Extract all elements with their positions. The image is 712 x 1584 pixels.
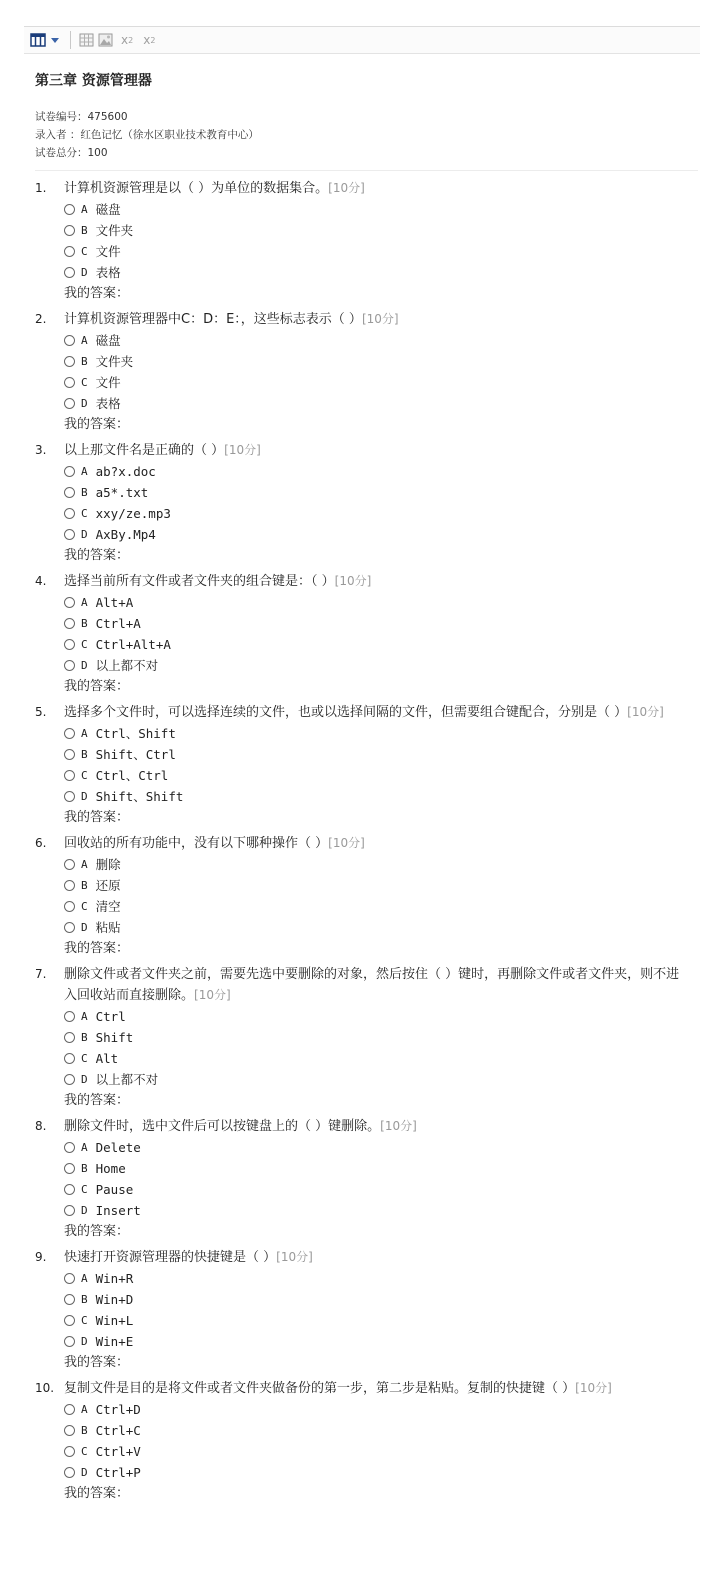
question-list (0, 178, 712, 1509)
my-answer-label: 我的答案： (64, 548, 130, 563)
answer-option[interactable] (64, 1310, 712, 1331)
option-letter: B (81, 1031, 88, 1044)
question-item (0, 702, 712, 828)
option-letter: D (81, 659, 88, 672)
option-letter: D (81, 1466, 88, 1479)
option-letter: C (81, 376, 88, 389)
option-letter: A (81, 1010, 88, 1023)
question-number: 3. (35, 443, 47, 457)
question-item (0, 1378, 712, 1504)
superscript-icon[interactable]: x 2 (143, 33, 156, 47)
exam-total-score: 试卷总分：100 (35, 147, 108, 159)
option-text: Ctrl+A (95, 616, 141, 631)
option-letter: C (81, 507, 88, 520)
answer-option[interactable] (64, 1027, 712, 1048)
question-number: 8. (35, 1119, 47, 1133)
answer-option[interactable] (64, 482, 712, 503)
answer-option[interactable] (64, 199, 712, 220)
my-answer-label: 我的答案： (64, 810, 130, 825)
answer-option[interactable] (64, 524, 712, 545)
option-letter: A (81, 1141, 88, 1154)
answer-option[interactable] (64, 1006, 712, 1027)
question-number: 5. (35, 705, 47, 719)
option-letter: B (81, 879, 88, 892)
radio-button[interactable] (64, 1163, 75, 1174)
answer-option[interactable] (64, 1200, 712, 1221)
question-number: 9. (35, 1250, 47, 1264)
radio-button[interactable] (64, 1315, 75, 1326)
option-letter: D (81, 921, 88, 934)
option-text: 文件 (95, 375, 121, 390)
answer-option[interactable] (64, 613, 712, 634)
question-score: [10分] (334, 574, 372, 588)
option-text: Alt+A (95, 595, 134, 610)
question-item (0, 964, 712, 1111)
question-score: [10分] (224, 443, 261, 457)
option-letter: B (81, 1424, 88, 1437)
question-body: 计算机资源管理是以（ ）为单位的数据集合。 (64, 181, 329, 196)
option-letter: D (81, 1073, 88, 1086)
question-text (64, 833, 688, 854)
question-item (0, 440, 712, 566)
answer-option[interactable] (64, 220, 712, 241)
my-answer-label: 我的答案： (64, 417, 130, 432)
radio-button[interactable] (64, 487, 75, 498)
question-number: 1. (35, 181, 47, 195)
radio-button[interactable] (64, 225, 75, 236)
radio-button[interactable] (64, 660, 75, 671)
radio-button[interactable] (64, 1467, 75, 1478)
option-text: 磁盘 (95, 333, 121, 348)
my-answer-label: 我的答案： (64, 1486, 130, 1501)
question-score: [10分] (627, 705, 664, 719)
option-text: 文件夹 (95, 223, 134, 238)
option-text: Win+R (95, 1271, 134, 1286)
my-answer-label: 我的答案： (64, 679, 130, 694)
option-letter: B (81, 486, 88, 499)
radio-button[interactable] (64, 377, 75, 388)
option-text: Shift、Shift (95, 789, 184, 804)
answer-option[interactable] (64, 1069, 712, 1090)
radio-button[interactable] (64, 618, 75, 629)
question-text (64, 309, 688, 330)
answer-option[interactable] (64, 896, 712, 917)
option-text: 表格 (95, 396, 121, 411)
option-text: 磁盘 (95, 202, 121, 217)
option-letter: A (81, 465, 88, 478)
radio-button[interactable] (64, 356, 75, 367)
option-text: Win+L (95, 1313, 134, 1328)
radio-button[interactable] (64, 267, 75, 278)
option-letter: C (81, 1314, 88, 1327)
radio-button[interactable] (64, 597, 75, 608)
my-answer-label: 我的答案： (64, 286, 130, 301)
option-text: Ctrl+C (95, 1423, 141, 1438)
option-text: a5*.txt (95, 485, 149, 500)
answer-option[interactable] (64, 1158, 712, 1179)
answer-option[interactable] (64, 241, 712, 262)
question-text (64, 440, 688, 461)
option-letter: C (81, 245, 88, 258)
question-text (64, 702, 688, 723)
option-text: Pause (95, 1182, 134, 1197)
question-number: 10. (35, 1381, 55, 1395)
option-letter: B (81, 617, 88, 630)
answer-option[interactable] (64, 786, 712, 807)
question-number: 4. (35, 574, 47, 588)
option-letter: C (81, 1183, 88, 1196)
option-text: ab?x.doc (95, 464, 156, 479)
radio-button[interactable] (64, 749, 75, 760)
radio-button[interactable] (64, 204, 75, 215)
radio-button[interactable] (64, 508, 75, 519)
option-letter: B (81, 1162, 88, 1175)
question-score: [10分] (361, 312, 399, 326)
radio-button[interactable] (64, 922, 75, 933)
image-icon[interactable] (98, 30, 113, 50)
grid-icon[interactable] (79, 30, 94, 50)
radio-button[interactable] (64, 901, 75, 912)
answer-option[interactable] (64, 854, 712, 875)
dropdown-caret-icon[interactable] (50, 30, 60, 50)
my-answer-label: 我的答案： (64, 1093, 130, 1108)
option-letter: A (81, 727, 88, 740)
question-text (64, 1116, 688, 1137)
option-letter: D (81, 397, 88, 410)
option-letter: B (81, 1293, 88, 1306)
question-text (64, 178, 688, 199)
answer-option[interactable] (64, 1399, 712, 1420)
question-item (0, 1247, 712, 1373)
option-letter: D (81, 528, 88, 541)
option-text: xxy/ze.mp3 (95, 506, 171, 521)
option-letter: A (81, 1403, 88, 1416)
question-item (0, 571, 712, 697)
my-answer-label: 我的答案： (64, 1224, 130, 1239)
answer-option[interactable] (64, 393, 712, 414)
question-body: 选择多个文件时，可以选择连续的文件，也或以选择间隔的文件，但需要组合键配合，分别是（ ） (64, 705, 628, 720)
answer-option[interactable] (64, 1137, 712, 1158)
option-letter: D (81, 266, 88, 279)
radio-button[interactable] (64, 398, 75, 409)
answer-option[interactable] (64, 351, 712, 372)
option-text: Ctrl+D (95, 1402, 141, 1417)
answer-option[interactable] (64, 1420, 712, 1441)
question-body: 计算机资源管理器中C：D：E：，这些标志表示（ ） (64, 312, 362, 327)
question-score: [10分] (328, 836, 365, 850)
option-text: Ctrl+P (95, 1465, 141, 1480)
my-answer-label: 我的答案： (64, 1355, 130, 1370)
question-body: 回收站的所有功能中，没有以下哪种操作（ ） (64, 836, 329, 851)
my-answer-label: 我的答案： (64, 941, 130, 956)
answer-option[interactable] (64, 592, 712, 613)
question-body: 删除文件时，选中文件后可以按键盘上的（ ）键删除。 (64, 1119, 381, 1134)
answer-option[interactable] (64, 765, 712, 786)
option-letter: B (81, 224, 88, 237)
radio-button[interactable] (64, 791, 75, 802)
radio-button[interactable] (64, 335, 75, 346)
answer-option[interactable] (64, 503, 712, 524)
option-letter: D (81, 1204, 88, 1217)
option-text: 表格 (95, 265, 121, 280)
radio-button[interactable] (64, 1074, 75, 1085)
radio-button[interactable] (64, 1205, 75, 1216)
option-text: Win+D (95, 1292, 134, 1307)
radio-button[interactable] (64, 1142, 75, 1153)
answer-option[interactable] (64, 655, 712, 676)
question-body: 选择当前所有文件或者文件夹的组合键是：（ ） (64, 574, 335, 589)
question-item (0, 178, 712, 304)
option-letter: C (81, 638, 88, 651)
answer-option[interactable] (64, 723, 712, 744)
radio-button[interactable] (64, 1404, 75, 1415)
question-item (0, 309, 712, 435)
radio-button[interactable] (64, 1032, 75, 1043)
option-text: 粘贴 (95, 920, 121, 935)
question-number: 7. (35, 967, 47, 981)
question-score: [10分] (194, 988, 231, 1002)
question-score: [10分] (380, 1119, 417, 1133)
option-text: Shift (95, 1030, 134, 1045)
answer-option[interactable] (64, 372, 712, 393)
answer-option[interactable] (64, 1268, 712, 1289)
question-score: [10分] (575, 1381, 612, 1395)
exam-number: 试卷编号：475600 (35, 111, 128, 123)
answer-option[interactable] (64, 744, 712, 765)
editor-toolbar (24, 26, 700, 54)
toolbar-separator (70, 31, 71, 49)
subscript-icon[interactable]: x 2 (121, 33, 134, 47)
option-text: 文件 (95, 244, 121, 259)
exam-author: 录入者 ：红色记忆（徐水区职业技术教育中心） (35, 129, 259, 141)
option-text: 文件夹 (95, 354, 134, 369)
option-letter: B (81, 748, 88, 761)
option-letter: A (81, 1272, 88, 1285)
option-text: Ctrl (95, 1009, 126, 1024)
radio-button[interactable] (64, 1294, 75, 1305)
option-text: Delete (95, 1140, 141, 1155)
radio-button[interactable] (64, 859, 75, 870)
option-letter: C (81, 900, 88, 913)
question-body: 快速打开资源管理器的快捷键是（ ） (64, 1250, 277, 1265)
option-letter: A (81, 596, 88, 609)
radio-button[interactable] (64, 1053, 75, 1064)
question-score: [10分] (328, 181, 365, 195)
question-text (64, 1247, 688, 1268)
option-text: Win+E (95, 1334, 134, 1349)
option-text: Ctrl+Alt+A (95, 637, 171, 652)
question-text (64, 964, 688, 1006)
option-text: 以上都不对 (95, 658, 159, 673)
option-text: Alt (95, 1051, 119, 1066)
answer-option[interactable] (64, 1289, 712, 1310)
answer-option[interactable] (64, 1462, 712, 1483)
answer-option[interactable] (64, 330, 712, 351)
option-text: Ctrl+V (95, 1444, 141, 1459)
radio-button[interactable] (64, 728, 75, 739)
question-number: 2. (35, 312, 47, 326)
question-item (0, 1116, 712, 1242)
option-letter: A (81, 334, 88, 347)
question-text (64, 571, 688, 592)
option-text: Ctrl、Shift (95, 726, 176, 741)
option-letter: B (81, 355, 88, 368)
radio-button[interactable] (64, 466, 75, 477)
radio-button[interactable] (64, 246, 75, 257)
radio-button[interactable] (64, 1425, 75, 1436)
radio-button[interactable] (64, 639, 75, 650)
divider (35, 170, 698, 171)
option-letter: A (81, 203, 88, 216)
answer-option[interactable] (64, 1441, 712, 1462)
option-text: 删除 (95, 857, 121, 872)
option-text: AxBy.Mp4 (95, 527, 156, 542)
question-body: 以上那文件名是正确的（ ） (64, 443, 225, 458)
option-letter: D (81, 1335, 88, 1348)
answer-option[interactable] (64, 1179, 712, 1200)
option-letter: D (81, 790, 88, 803)
option-text: Insert (95, 1203, 141, 1218)
radio-button[interactable] (64, 1446, 75, 1457)
option-letter: C (81, 1445, 88, 1458)
answer-option[interactable] (64, 634, 712, 655)
answer-option[interactable] (64, 1331, 712, 1352)
question-number: 6. (35, 836, 47, 850)
option-text: 以上都不对 (95, 1072, 159, 1087)
answer-option[interactable] (64, 262, 712, 283)
radio-button[interactable] (64, 1184, 75, 1195)
radio-button[interactable] (64, 529, 75, 540)
question-body: 删除文件或者文件夹之前，需要先选中要删除的对象，然后按住（ ）键时，再删除文件或者文件夹，则不进入回收站而直接删除。 (64, 967, 680, 1003)
option-text: Ctrl、Ctrl (95, 768, 169, 783)
option-text: Home (95, 1161, 126, 1176)
radio-button[interactable] (64, 1011, 75, 1022)
question-body: 复制文件是目的是将文件或者文件夹做备份的第一步，第二步是粘贴。复制的快捷键（ ） (64, 1381, 576, 1396)
question-text (64, 1378, 688, 1399)
page-title: 第三章 资源管理器 (35, 73, 152, 89)
answer-option[interactable] (64, 1048, 712, 1069)
option-text: 清空 (95, 899, 121, 914)
option-letter: C (81, 1052, 88, 1065)
question-score: [10分] (276, 1250, 313, 1264)
answer-option[interactable] (64, 917, 712, 938)
option-letter: C (81, 769, 88, 782)
question-item (0, 833, 712, 959)
radio-button[interactable] (64, 770, 75, 781)
radio-button[interactable] (64, 1336, 75, 1347)
answer-option[interactable] (64, 875, 712, 896)
option-text: 还原 (95, 878, 121, 893)
table-icon[interactable] (30, 30, 46, 50)
answer-option[interactable] (64, 461, 712, 482)
radio-button[interactable] (64, 1273, 75, 1284)
exam-meta (35, 108, 259, 162)
radio-button[interactable] (64, 880, 75, 891)
option-text: Shift、Ctrl (95, 747, 176, 762)
option-letter: A (81, 858, 88, 871)
